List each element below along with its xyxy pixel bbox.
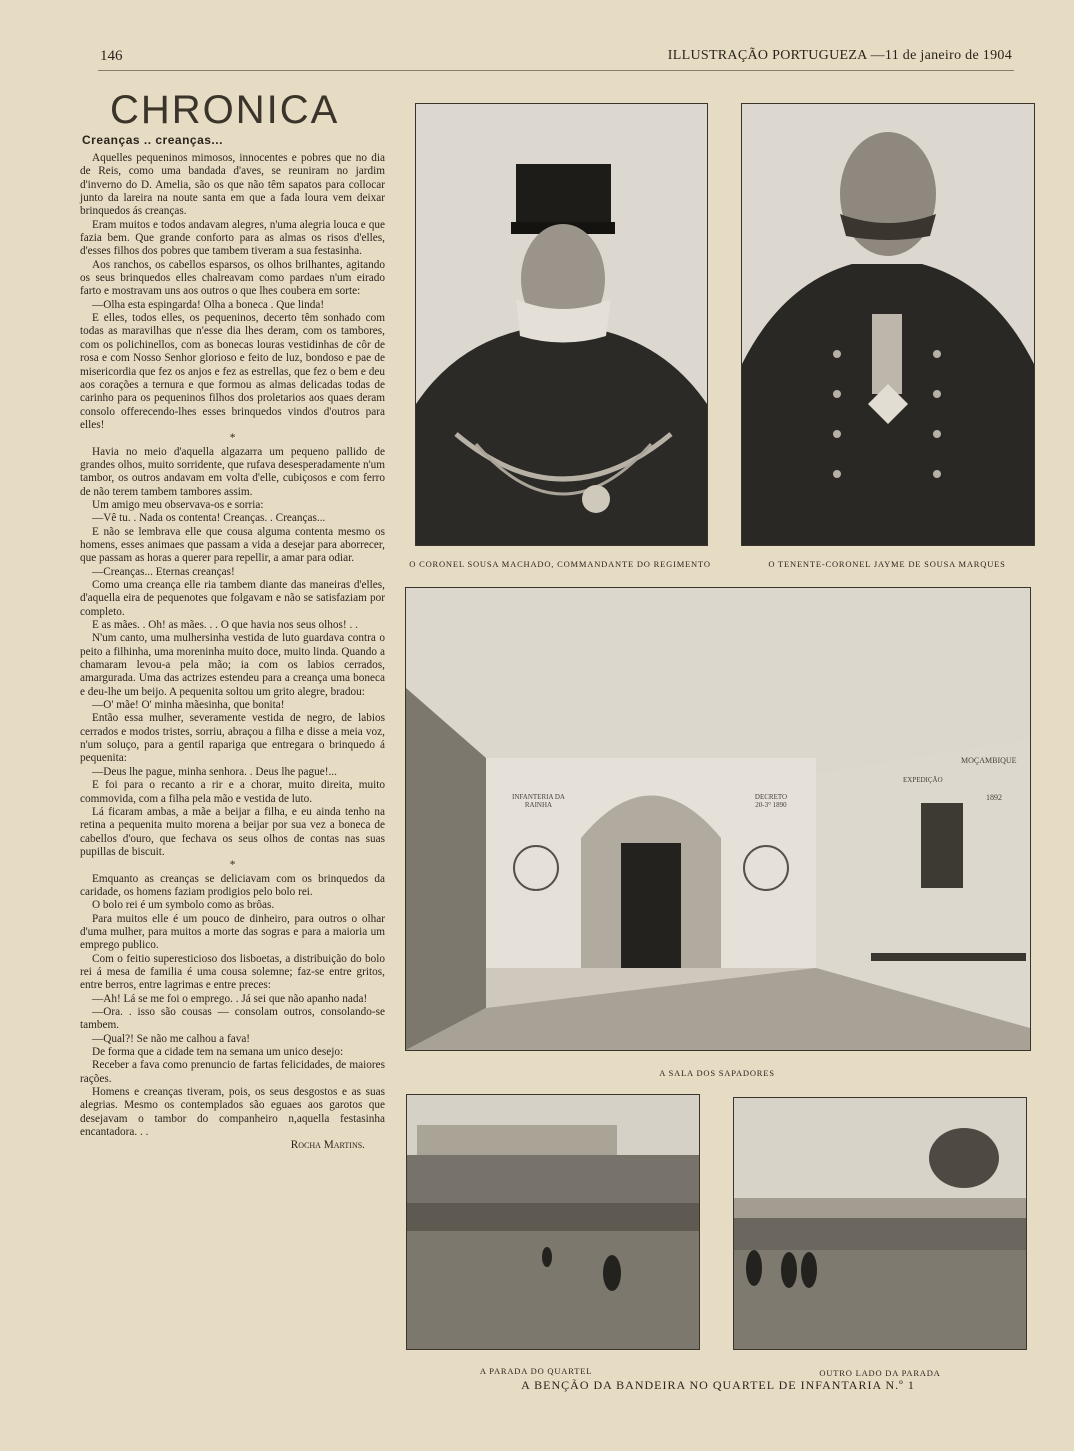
running-header: ILLUSTRAÇÃO PORTUGUEZA —11 de janeiro de 1904	[667, 48, 1012, 63]
paragraph: Emquanto as creanças se deliciavam com os brinquedos da caridade, os homens faziam prodigios pelo bolo rei.	[80, 872, 385, 898]
paragraph: —Deus lhe pague, minha senhora. . Deus lhe pague!...	[92, 765, 337, 778]
parade-other-side-caption: OUTRO LADO DA PARADA	[819, 1368, 941, 1378]
paragraph: Lá ficaram ambas, a mãe a beijar a filha, e eu ainda tenho na retina a pequenita muito morena a beijar por sua vez a boneca de cabellos d'ouro, que fechava os seus olhos de contas nas suas pupillas de biscuit.	[80, 805, 385, 858]
paragraph: De forma que a cidade tem na semana um unico desejo:	[92, 1046, 344, 1059]
portrait-colonel-photo	[415, 103, 708, 546]
parade-other-side-photo	[733, 1097, 1027, 1350]
paragraph: Eram muitos e todos andavam alegres, n'uma alegria louca e que fazia bem. Que grande conforto para as almas os risos d'elles, d'esses filhos dos pobres que tambem tiveram a sua festasinha.	[80, 218, 385, 258]
sappers-hall-caption: A SALA DOS SAPADORES	[659, 1068, 775, 1078]
parade-ground-caption: A PARADA DO QUARTEL	[479, 1366, 593, 1376]
paragraph: Então essa mulher, severamente vestida de negro, de labios cerrados e modos tristes, sorriu, abraçou a filha e disse a meia voz, n'um soluço, para a gentil rapariga que entregara o brinquedo á pequenita:	[80, 712, 385, 765]
paragraph: O bolo rei é um symbolo como as brôas.	[92, 899, 275, 912]
paragraph: —O' mãe! O' minha mãesinha, que bonita!	[92, 699, 285, 712]
page-number: 146	[100, 48, 123, 64]
paragraph: Homens e creanças tiveram, pois, os seus desgostos e as suas alegrias. Mesmo os contemplados são eguaes aos garotos que desejavam o tambor do companheiro n,aquella festasinha encantadora. . .	[80, 1086, 385, 1139]
paragraph: Um amigo meu observava-os e sorria:	[92, 498, 264, 511]
paragraph: —Ora. . isso são cousas — consolam outros, consolando-se tambem.	[80, 1006, 385, 1032]
hall-wall-text-right: DECRETO 20-3° 1890	[754, 793, 788, 809]
paragraph: E foi para o recanto a rir e a chorar, muito direita, muito commovida, com a filha pela mão e vestida de luto.	[80, 779, 385, 805]
article-title: CHRONICA	[110, 88, 340, 132]
paragraph: Aquelles pequeninos mimosos, innocentes e pobres que no dia de Reis, como uma bandada d'aves, se reuniram no jardim d'inverno do D. Amelia, são os que não têm sapatos para collocar junto da lareira na noute santa em que a fada loura vem deixar brinquedos ás creanças.	[80, 152, 385, 218]
paragraph: Com o feitio superesticioso dos lisboetas, a distribuição do bolo rei á mesa de familia é uma cousa solemne; faz-se entre gritos, entre berros, entre lagrimas e entre preces:	[80, 952, 385, 992]
paragraph: Como uma creança elle ria tambem diante das maneiras d'elles, d'aquella eira de pequenotes que folgavam e não se satisfaziam por completo.	[80, 579, 385, 618]
portrait-lieutenant-colonel-photo	[741, 103, 1035, 546]
paragraph: E elles, todos elles, os pequeninos, decerto têm sonhado com todas as maravilhas que n'esse dia lhes deram, com os tambores, com os polichinellos, com as bonecas louras vestidinhas de côr de rosa e com Nosso Senhor glorioso e feito de luz, bondoso e pae de misericordia que fez os anjos e fez as estrellas, que fez o bem e deu aos corações a ternura e que formou as almas delicadas todas de carinho para os pequeninos filhos dos proletarios aos quaes deram consolo offerecendo-lhes esses brinquedos vindos d'outros para elles!	[80, 312, 385, 431]
paragraph: —Creanças... Eternas creanças!	[92, 565, 235, 578]
paragraph: E as mães. . Oh! as mães. . . O que havia nos seus olhos! . .	[92, 619, 358, 632]
section-separator: *	[229, 432, 236, 445]
hall-wall-text-side-title: MOÇAMBIQUE	[961, 756, 1017, 765]
portrait-lieutenant-colonel-caption: O TENENTE-CORONEL JAYME DE SOUSA MARQUES	[768, 559, 1006, 569]
hall-wall-text-left: INFANTERIA DA RAINHA	[512, 793, 565, 809]
paragraph: —Ah! Lá se me foi o emprego. . Já sei que não apanho nada!	[92, 992, 368, 1005]
paragraph: N'um canto, uma mulhersinha vestida de luto guardava contra o peito a filhinha, uma moreninha muito doce, muito linda. Quando a chamaram levou-a pela mão; ia com os labios cerrados, amargurada. Uma das actrizes estendeu para a creança uma boneca e deu-lhe um beijo. A pequenita soltou um grito alegre, bradou:	[80, 632, 385, 698]
paragraph: —Olha esta espingarda! Olha a boneca . Que linda!	[92, 298, 325, 311]
hall-wall-text-side-subtitle: EXPEDIÇÃO	[903, 776, 943, 784]
hall-wall-text-side-year: 1892	[986, 793, 1002, 802]
paragraph: Para muitos elle é um pouco de dinheiro, para outros o olhar d'uma mulher, para muitos a morte das sogras e para a maioria um emprego publico.	[80, 912, 385, 952]
parade-ground-photo	[406, 1094, 700, 1350]
paragraph: E não se lembrava elle que cousa alguma contenta mesmo os homens, esses animaes que passam a vida a desejar para aborrecer, que passam as horas a querer para repellir, a amar para odiar.	[80, 525, 385, 565]
paragraph: —Qual?! Se não me calhou a fava!	[92, 1032, 251, 1045]
paragraph: Havia no meio d'aquella algazarra um pequeno pallido de grandes olhos, muito sorridente, que rufava desesperadamente n'um tambor, os outros andavam em volta d'elle, cubiçosos e com ferro de não terem tambem tambores assim.	[80, 445, 385, 498]
paragraph: Aos ranchos, os cabellos esparsos, os olhos brilhantes, agitando os seus brinquedos elles chalreavam como pardaes n'um eirado farto e mostravam uns aos outros o que lhes coubera em sorte:	[80, 258, 385, 298]
section-separator: *	[229, 859, 236, 872]
photo-spread-main-caption: A BENÇÃO DA BANDEIRA NO QUARTEL DE INFANTARIA N.º 1	[521, 1378, 915, 1392]
article-subtitle: Creanças .. creanças...	[82, 133, 223, 147]
sappers-hall-photo	[405, 587, 1031, 1051]
article-body	[80, 152, 385, 1153]
paragraph: —Vê tu. . Nada os contenta! Creanças. . Creanças...	[92, 512, 326, 525]
author-signature: Rocha Martins.	[290, 1139, 365, 1152]
header-rule	[98, 70, 1014, 71]
paragraph: Receber a fava como prenuncio de fartas felicidades, de maiores rações.	[80, 1059, 385, 1085]
portrait-colonel-caption: O CORONEL SOUSA MACHADO, COMMANDANTE DO REGIMENTO	[409, 559, 711, 569]
